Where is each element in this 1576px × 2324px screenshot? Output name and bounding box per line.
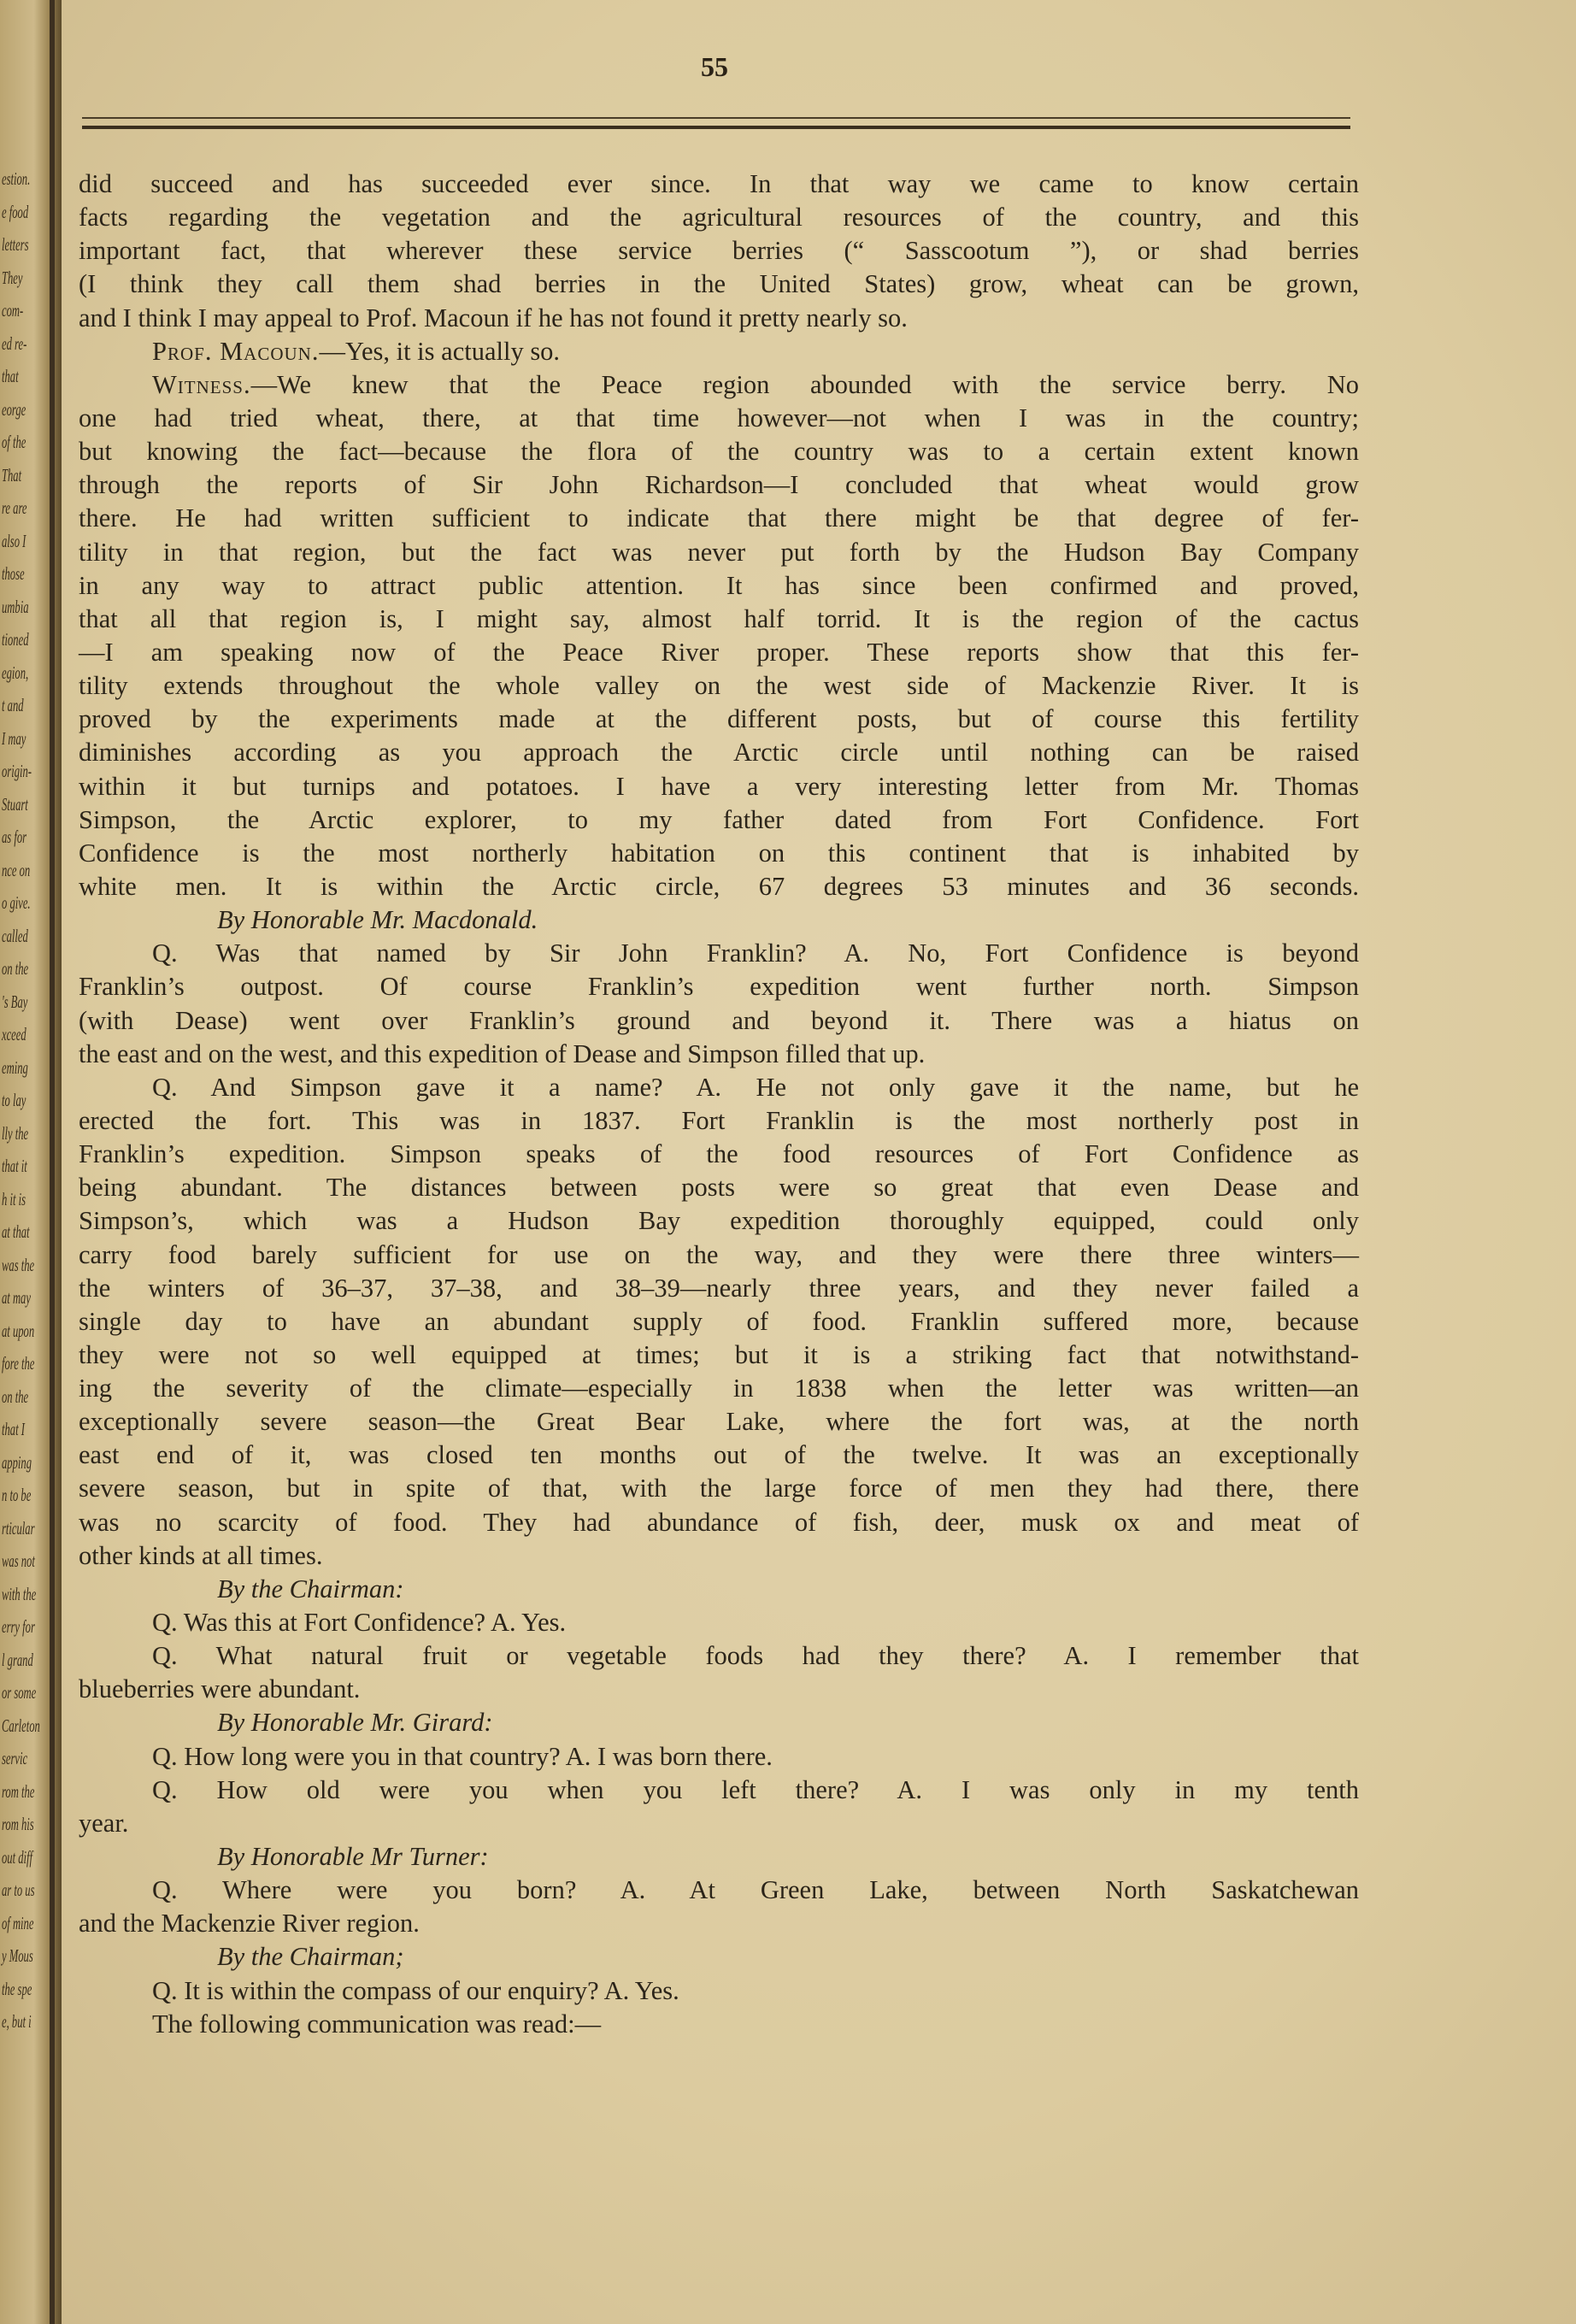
line-text: was no scarcity of food. They had abundance of fish, deer, musk ox and meat of bbox=[79, 1507, 1359, 1537]
paragraph-start bbox=[79, 1740, 1359, 1774]
margin-fragment: the spe bbox=[2, 1978, 32, 1999]
paragraph-start bbox=[79, 1606, 1359, 1639]
line-text: severe season, but in spite of that, with the large force of men they had there, there bbox=[79, 1474, 1359, 1503]
margin-fragment: on the bbox=[2, 1386, 29, 1407]
paragraph-start bbox=[79, 937, 1359, 970]
margin-fragment: erry for bbox=[2, 1616, 35, 1637]
paragraph-start bbox=[79, 2008, 1359, 2041]
examiner-heading bbox=[79, 1840, 1359, 1874]
text-line bbox=[79, 1807, 1359, 1840]
margin-fragment: e, but i bbox=[2, 2011, 32, 2032]
line-text: white men. It is within the Arctic circle, 67 degrees 53 minutes and 36 seconds. bbox=[79, 871, 1359, 901]
examiner-heading bbox=[79, 1940, 1359, 1974]
line-text: Q. Was this at Fort Confidence? A. Yes. bbox=[152, 1608, 567, 1638]
text-line bbox=[79, 669, 1359, 703]
margin-fragment: called bbox=[2, 925, 28, 946]
line-text: (with Dease) went over Franklin’s ground and beyond it. There was a hiatus on bbox=[79, 1005, 1359, 1035]
margin-fragment: h it is bbox=[2, 1188, 26, 1209]
line-text: Simpson’s, which was a Hudson Bay expedition thoroughly equipped, could only bbox=[79, 1206, 1359, 1236]
line-text: but knowing the fact—because the flora of the country was to a certain extent known bbox=[79, 437, 1359, 467]
paragraph-start bbox=[79, 1774, 1359, 1807]
margin-fragment: that bbox=[2, 366, 19, 386]
text-line bbox=[79, 1004, 1359, 1038]
text-line bbox=[79, 1907, 1359, 1940]
text-line bbox=[79, 1472, 1359, 1505]
line-text: and the Mackenzie River region. bbox=[79, 1909, 420, 1939]
margin-fragment: ar to us bbox=[2, 1880, 35, 1900]
text-line bbox=[79, 1439, 1359, 1472]
margin-fragment: estion. bbox=[2, 168, 31, 189]
line-text: By the Chairman; bbox=[217, 1942, 404, 1972]
line-text: tility extends throughout the whole valley on the west side of Mackenzie River. It is bbox=[79, 671, 1359, 701]
margin-fragment: 's Bay bbox=[2, 991, 28, 1012]
line-text: ing the severity of the climate—especially in 1838 when the letter was written—an bbox=[79, 1374, 1359, 1403]
margin-fragment: re are bbox=[2, 497, 27, 518]
margin-fragment: o give. bbox=[2, 892, 31, 913]
paragraph-start bbox=[79, 368, 1359, 402]
text-line bbox=[79, 1539, 1359, 1573]
text-line bbox=[79, 201, 1359, 234]
examiner-heading bbox=[79, 1573, 1359, 1606]
line-text: proved by the experiments made at the different posts, but of course this fertility bbox=[79, 704, 1359, 734]
text-line bbox=[79, 970, 1359, 1003]
line-text: year. bbox=[79, 1808, 129, 1838]
header-rule bbox=[82, 117, 1350, 129]
margin-fragment: I may bbox=[2, 727, 26, 749]
line-text: Q. And Simpson gave it a name? A. He not only gave it the name, but he bbox=[152, 1072, 1359, 1102]
line-text: in any way to attract public attention. It has since been confirmed and proved, bbox=[79, 570, 1359, 600]
line-text: the east and on the west, and this expedition of Dease and Simpson filled that up. bbox=[79, 1038, 926, 1068]
margin-fragment: y Mous bbox=[2, 1945, 33, 1966]
line-text: By the Chairman: bbox=[217, 1574, 404, 1603]
margin-fragment: at upon bbox=[2, 1320, 35, 1341]
line-text: did succeed and has succeeded ever since. In that way we came to know certain bbox=[79, 169, 1359, 198]
text-line bbox=[79, 1339, 1359, 1372]
margin-fragment: lly the bbox=[2, 1122, 29, 1144]
margin-fragment: l grand bbox=[2, 1649, 33, 1670]
line-text: tility in that region, but the fact was never put forth by the Hudson Bay Company bbox=[79, 537, 1359, 567]
margin-fragment: servic bbox=[2, 1748, 28, 1768]
line-text: Simpson, the Arctic explorer, to my father dated from Fort Confidence. Fort bbox=[79, 804, 1359, 834]
line-text: facts regarding the vegetation and the agricultural resources of the country, and this bbox=[79, 203, 1359, 232]
margin-fragment: t and bbox=[2, 695, 24, 715]
text-line bbox=[79, 703, 1359, 736]
margin-fragment: tioned bbox=[2, 629, 29, 650]
margin-fragment: xceed bbox=[2, 1024, 26, 1044]
margin-fragment: also I bbox=[2, 530, 26, 551]
margin-fragment: with the bbox=[2, 1583, 37, 1604]
line-text: there. He had written sufficient to indicate that there might be that degree of fer- bbox=[79, 503, 1359, 533]
text-line bbox=[79, 1138, 1359, 1171]
text-line bbox=[79, 1038, 1359, 1071]
speaker-name: Witness. bbox=[152, 369, 251, 399]
text-line bbox=[79, 603, 1359, 636]
margin-fragment: origin- bbox=[2, 761, 32, 781]
margin-fragment: was the bbox=[2, 1254, 35, 1275]
line-text: that all that region is, I might say, almost half torrid. It is the region of the cactus bbox=[79, 603, 1359, 633]
margin-fragment: ed re- bbox=[2, 332, 27, 354]
line-text: Q. What natural fruit or vegetable foods had they there? A. I remember that bbox=[152, 1641, 1359, 1671]
margin-fragment: com- bbox=[2, 300, 24, 321]
examiner-heading bbox=[79, 903, 1359, 937]
margin-fragment: Stuart bbox=[2, 793, 28, 815]
examiner-heading bbox=[79, 1706, 1359, 1739]
line-text: single day to have an abundant supply of food. Franklin suffered more, because bbox=[79, 1306, 1359, 1336]
text-line bbox=[79, 435, 1359, 468]
margin-fragment: eming bbox=[2, 1056, 28, 1078]
adjacent-page-fragments bbox=[2, 162, 40, 2039]
margin-fragment: letters bbox=[2, 234, 29, 255]
margin-fragment: egion, bbox=[2, 662, 29, 683]
line-text: and I think I may appeal to Prof. Macoun if he has not found it pretty nearly so. bbox=[79, 303, 908, 332]
paragraph-start bbox=[79, 335, 1359, 368]
line-text: By Honorable Mr Turner: bbox=[217, 1842, 489, 1872]
paragraph-start bbox=[79, 1874, 1359, 1907]
line-text: important fact, that wherever these service berries (“ Sasscootum ”), or shad berries bbox=[79, 236, 1359, 266]
text-line bbox=[79, 402, 1359, 435]
line-text: By Honorable Mr. Macdonald. bbox=[217, 905, 538, 935]
text-line bbox=[79, 1238, 1359, 1272]
line-text: The following communication was read:— bbox=[152, 2009, 602, 2039]
text-line bbox=[79, 1405, 1359, 1439]
line-text: carry food barely sufficient for use on the way, and they were there three winters— bbox=[79, 1239, 1359, 1269]
line-text: Q. It is within the compass of our enquiry? A. Yes. bbox=[152, 1975, 679, 2005]
margin-fragment: nce on bbox=[2, 859, 31, 880]
line-text: Q. How long were you in that country? A. I was born there. bbox=[152, 1741, 773, 1771]
text-line bbox=[79, 1305, 1359, 1339]
margin-fragment: at may bbox=[2, 1287, 31, 1308]
text-line bbox=[79, 837, 1359, 870]
text-line bbox=[79, 870, 1359, 903]
speaker-name: Prof. Macoun. bbox=[152, 336, 320, 366]
margin-fragment: that it bbox=[2, 1156, 27, 1176]
margin-fragment: fore the bbox=[2, 1353, 35, 1374]
margin-fragment: n to be bbox=[2, 1485, 32, 1505]
text-line bbox=[79, 502, 1359, 535]
text-line bbox=[79, 1104, 1359, 1138]
line-text: Q. How old were you when you left there? A. I was only in my tenth bbox=[152, 1774, 1359, 1804]
margin-fragment: that I bbox=[2, 1419, 25, 1439]
text-line bbox=[79, 1506, 1359, 1539]
margin-fragment: was not bbox=[2, 1550, 35, 1571]
text-line bbox=[79, 803, 1359, 837]
text-line bbox=[79, 268, 1359, 301]
paragraph-start bbox=[79, 1974, 1359, 2008]
margin-fragment: on the bbox=[2, 958, 29, 979]
margin-fragment: They bbox=[2, 267, 23, 288]
line-text: —I am speaking now of the Peace River proper. These reports show that this fer- bbox=[79, 637, 1359, 667]
text-line bbox=[79, 302, 1359, 335]
text-line bbox=[79, 770, 1359, 803]
text-line bbox=[79, 1372, 1359, 1405]
line-text: By Honorable Mr. Girard: bbox=[217, 1708, 493, 1738]
line-text: Franklin’s expedition. Simpson speaks of the food resources of Fort Confidence as bbox=[79, 1139, 1359, 1169]
margin-fragment: to lay bbox=[2, 1090, 26, 1110]
line-text: blueberries were abundant. bbox=[79, 1674, 361, 1704]
margin-fragment: umbia bbox=[2, 596, 29, 617]
line-text: within it but turnips and potatoes. I have a very interesting letter from Mr. Thomas bbox=[79, 771, 1359, 801]
text-line bbox=[79, 569, 1359, 603]
line-text: other kinds at all times. bbox=[79, 1540, 323, 1570]
text-line bbox=[79, 168, 1359, 201]
margin-fragment: rom his bbox=[2, 1814, 34, 1834]
line-text: —We knew that the Peace region abounded with the service berry. No bbox=[250, 369, 1359, 399]
paragraph-start bbox=[79, 1639, 1359, 1673]
text-line bbox=[79, 736, 1359, 769]
margin-fragment: apping bbox=[2, 1451, 32, 1473]
line-text: through the reports of Sir John Richardson—I concluded that wheat would grow bbox=[79, 470, 1359, 500]
left-margin-gutter bbox=[0, 0, 62, 2324]
text-line bbox=[79, 1673, 1359, 1706]
margin-fragment: out diff bbox=[2, 1846, 33, 1868]
margin-fragment: rom the bbox=[2, 1780, 35, 1802]
line-text: Q. Was that named by Sir John Franklin? A. No, Fort Confidence is beyond bbox=[152, 938, 1359, 968]
margin-fragment: at that bbox=[2, 1221, 30, 1242]
line-text: —Yes, it is actually so. bbox=[319, 336, 561, 366]
line-text: exceptionally severe season—the Great Bear Lake, where the fort was, at the north bbox=[79, 1407, 1359, 1437]
text-line bbox=[79, 468, 1359, 502]
line-text: being abundant. The distances between posts were so great that even Dease and bbox=[79, 1173, 1359, 1203]
margin-fragment: those bbox=[2, 563, 25, 584]
margin-fragment: e food bbox=[2, 201, 29, 222]
margin-fragment: Carleton bbox=[2, 1715, 40, 1736]
line-text: (I think they call them shad berries in the United States) grow, wheat can be grown, bbox=[79, 269, 1359, 299]
page-number: 55 bbox=[701, 51, 728, 82]
margin-fragment: as for bbox=[2, 827, 27, 847]
line-text: erected the fort. This was in 1837. Fort Franklin is the most northerly post in bbox=[79, 1105, 1359, 1135]
line-text: one had tried wheat, there, at that time however—not when I was in the country; bbox=[79, 403, 1359, 432]
binding-shadow bbox=[50, 0, 55, 2324]
line-text: they were not so well equipped at times; but it is a striking fact that notwithstand- bbox=[79, 1339, 1359, 1369]
line-text: Confidence is the most northerly habitation on this continent that is inhabited by bbox=[79, 838, 1359, 868]
text-line bbox=[79, 636, 1359, 669]
margin-fragment: That bbox=[2, 464, 22, 485]
line-text: the winters of 36–37, 37–38, and 38–39—nearly three years, and they never failed a bbox=[79, 1273, 1359, 1303]
margin-fragment: or some bbox=[2, 1682, 37, 1703]
margin-fragment: of the bbox=[2, 432, 26, 452]
text-line bbox=[79, 1171, 1359, 1204]
margin-fragment: of mine bbox=[2, 1912, 34, 1933]
text-line bbox=[79, 536, 1359, 569]
margin-fragment: rticular bbox=[2, 1517, 35, 1539]
line-text: east end of it, was closed ten months out of the twelve. It was an exceptionally bbox=[79, 1440, 1359, 1470]
text-line bbox=[79, 1204, 1359, 1238]
text-line bbox=[79, 1272, 1359, 1305]
paragraph-start bbox=[79, 1071, 1359, 1104]
margin-fragment: eorge bbox=[2, 398, 26, 420]
line-text: Franklin’s outpost. Of course Franklin’s expedition went further north. Simpson bbox=[79, 972, 1359, 1002]
text-line bbox=[79, 234, 1359, 268]
page-body bbox=[79, 168, 1359, 2041]
line-text: Q. Where were you born? A. At Green Lake, between North Saskatchewan bbox=[152, 1875, 1359, 1905]
line-text: diminishes according as you approach the Arctic circle until nothing can be raised bbox=[79, 738, 1359, 768]
